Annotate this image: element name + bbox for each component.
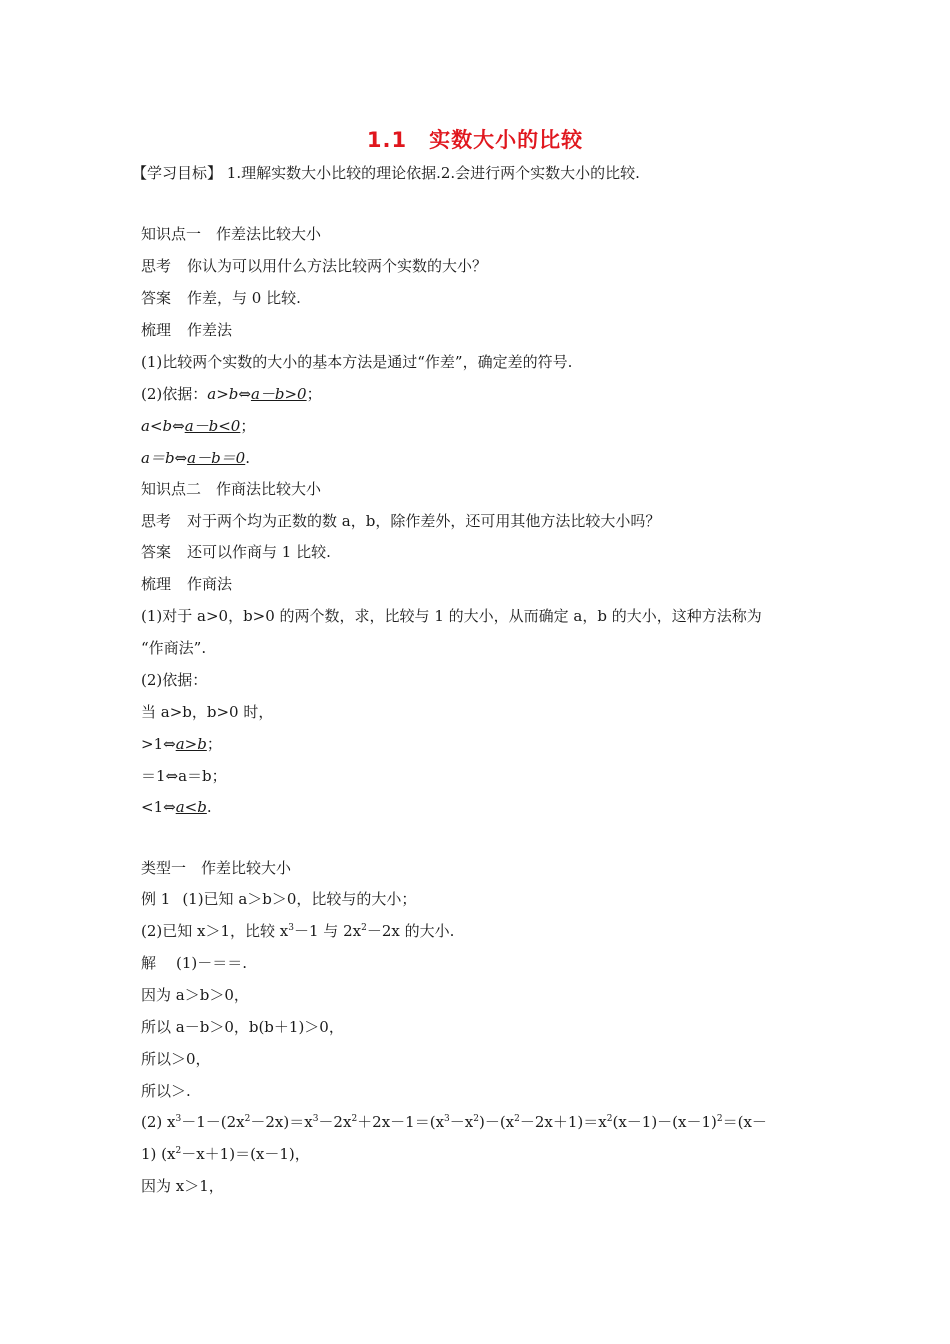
punct: ；: [240, 417, 256, 435]
exp: 3: [288, 923, 294, 933]
solution-line-5: 所以＞.: [141, 1082, 191, 1100]
k2-item1-line1: (1)对于 a>0，b>0 的两个数，求，比较与 1 的大小，从而确定 a，b 的大小，这种方法称为: [141, 607, 762, 625]
exp: 2: [175, 1146, 182, 1156]
k2-rule-gt: [141, 734, 222, 754]
k2-rule-lt: [141, 797, 212, 817]
expr: －2x＋1)＝x: [519, 1113, 607, 1131]
relation-eq-answer: a－b＝0: [187, 449, 246, 467]
exp: 3: [444, 1114, 450, 1124]
expr: －x: [449, 1113, 474, 1131]
solution-last-line: 因为 x＞1，: [141, 1177, 224, 1195]
answer-text: 作差，与 0 比较.: [187, 289, 301, 307]
sort-text: 作商法: [187, 575, 233, 593]
k1-rel2: [141, 416, 255, 436]
page-title: 1.1 实数大小的比较: [366, 128, 584, 152]
answer-label: 答案: [141, 543, 172, 561]
exp: 2: [514, 1114, 520, 1124]
expr: 1) (x: [141, 1145, 176, 1163]
punct: .: [206, 798, 212, 816]
exp: 2: [361, 923, 367, 933]
k2-condition: 当 a>b，b>0 时，: [141, 703, 274, 721]
relation-eq: a＝b⇔: [141, 449, 188, 467]
sort-line-k2: [141, 574, 232, 594]
k2-item2: (2)依据：: [141, 671, 208, 689]
exp: 2: [606, 1114, 613, 1124]
expr: (x－1)－(x－1): [612, 1113, 717, 1131]
answer-line-k1: [141, 288, 301, 308]
punct: .: [245, 449, 250, 467]
solution-step: (1)－＝＝.: [176, 954, 248, 972]
example-part1: (1)已知 a＞b＞0，比较与的大小；: [182, 890, 417, 908]
rule-lt-answer: a<b: [175, 798, 207, 816]
think-line-k2: [141, 511, 660, 531]
solution-line-2: 因为 a＞b＞0，: [141, 986, 249, 1004]
answer-text: 还可以作商与 1 比较.: [187, 543, 331, 561]
sort-line-k1: [141, 320, 232, 340]
example-label: 例 1: [141, 890, 171, 908]
expr: －x＋1)＝(x－1)，: [181, 1145, 310, 1163]
ex2-text-c: －2x 的大小.: [366, 922, 455, 940]
section-heading-type1: 类型一 作差比较大小: [141, 859, 292, 877]
learning-objectives: [132, 162, 640, 183]
expr: －2x: [318, 1113, 352, 1131]
solution-line-3: 所以 a－b＞0，b(b＋1)＞0，: [141, 1018, 344, 1036]
k1-item2: [141, 384, 322, 404]
expr: (2) x: [141, 1113, 176, 1131]
solution-line-4: 所以＞0，: [141, 1050, 211, 1068]
rule-lt: <1⇔: [141, 798, 176, 816]
section-heading-k1: 知识点一 作差法比较大小: [141, 225, 322, 243]
exp: 2: [244, 1114, 251, 1124]
k2-item1-line2: “作商法”.: [141, 639, 207, 657]
k1-item1: (1)比较两个实数的大小的基本方法是通过“作差”，确定差的符号.: [141, 353, 573, 371]
exp: 2: [473, 1114, 479, 1124]
solution-label: 解: [141, 954, 157, 972]
exp: 2: [351, 1114, 358, 1124]
k1-rel3: [141, 448, 250, 468]
example-part2: [141, 921, 454, 941]
punct: ；: [306, 385, 322, 403]
relation-lt-answer: a－b<0: [184, 417, 241, 435]
think-label: 思考: [141, 257, 172, 275]
solution-line-1: [141, 953, 247, 973]
rule-gt: >1⇔: [141, 735, 176, 753]
section-heading-k2: 知识点二 作商法比较大小: [141, 480, 322, 498]
think-label: 思考: [141, 512, 172, 530]
k1-item2-prefix: (2)依据：: [141, 385, 208, 403]
expr: ＋2x－1＝(x: [357, 1113, 445, 1131]
example-1: [141, 889, 416, 909]
sort-text: 作差法: [187, 321, 233, 339]
think-text: 你认为可以用什么方法比较两个实数的大小？: [187, 257, 488, 275]
exp: 3: [175, 1114, 182, 1124]
answer-label: 答案: [141, 289, 172, 307]
exp: 3: [312, 1114, 319, 1124]
expr: ＝(x－: [722, 1113, 767, 1131]
ex2-text-b: －1 与 2x: [293, 922, 362, 940]
relation-lt: a<b⇔: [141, 417, 185, 435]
punct: ；: [206, 735, 222, 753]
ex2-text-a: (2)已知 x＞1，比较 x: [141, 922, 289, 940]
objectives-tag: 【学习目标】: [132, 164, 223, 182]
k2-rule-eq: ＝1⇔a＝b；: [141, 767, 227, 785]
relation-gt: a>b⇔: [207, 385, 251, 403]
sort-label: 梳理: [141, 321, 172, 339]
sort-label: 梳理: [141, 575, 172, 593]
rule-gt-answer: a>b: [175, 735, 207, 753]
solution-part2-line1: [141, 1112, 767, 1132]
expr: )－(x: [478, 1113, 515, 1131]
objectives-text: 1.理解实数大小比较的理论依据.2.会进行两个实数大小的比较.: [222, 164, 640, 182]
think-text: 对于两个均为正数的数 a，b，除作差外，还可用其他方法比较大小吗？: [187, 512, 661, 530]
expr: －2x)＝x: [250, 1113, 313, 1131]
answer-line-k2: [141, 542, 331, 562]
relation-gt-answer: a－b>0: [250, 385, 307, 403]
think-line-k1: [141, 256, 487, 276]
exp: 2: [716, 1114, 723, 1124]
solution-part2-line2: [141, 1144, 310, 1164]
expr: －1－(2x: [181, 1113, 245, 1131]
